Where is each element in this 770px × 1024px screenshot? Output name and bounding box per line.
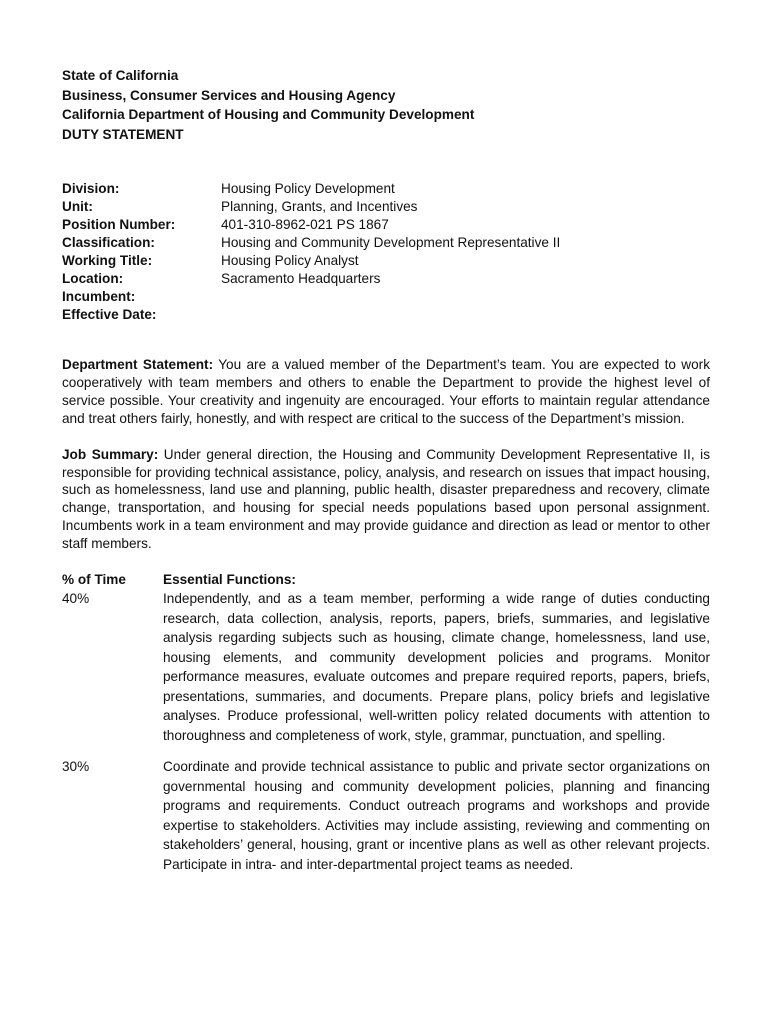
- info-value: [221, 306, 710, 324]
- info-label: Incumbent:: [62, 289, 136, 304]
- document-page: [62, 66, 710, 874]
- info-label: Division:: [62, 181, 120, 196]
- info-label: Effective Date:: [62, 307, 157, 322]
- info-label: Location:: [62, 271, 124, 286]
- info-label: Classification:: [62, 235, 155, 250]
- header-title: DUTY STATEMENT: [62, 126, 184, 142]
- info-value: Planning, Grants, and Incentives: [221, 199, 418, 214]
- document-header: [62, 66, 710, 144]
- info-row-effective-date: [62, 306, 710, 324]
- info-value: Housing Policy Development: [221, 181, 395, 196]
- function-row: [62, 757, 710, 874]
- info-row-location: [62, 270, 710, 288]
- info-row-classification: [62, 234, 710, 252]
- function-description: Independently, and as a team member, performing a wide range of duties conducting research, data collection, analysis, reports, papers, briefs, summaries, and legislative analysis regarding subjects such as housing, climate change, homelessness, land use, housing elements, and community development policies and programs. Monitor performance measures, evaluate outcomes and prepare required reports, papers, briefs, presentations, summaries, and documents. Prepare plans, policy briefs and legislative analyses. Produce professional, well-written policy related documents with attention to thoroughness and completeness of work, style, grammar, punctuation, and spelling.: [163, 591, 710, 743]
- info-label: Position Number:: [62, 217, 176, 232]
- job-summary-label: Job Summary:: [62, 446, 159, 462]
- info-row-position-number: [62, 216, 710, 234]
- department-statement: [62, 356, 710, 428]
- function-percent: 30%: [62, 759, 90, 775]
- info-value: 401-310-8962-021 PS 1867: [221, 217, 389, 232]
- info-value: Housing and Community Development Representative II: [221, 235, 561, 250]
- info-label: Working Title:: [62, 253, 153, 268]
- job-summary-text: Under general direction, the Housing and Community Development Representative II, is responsible for providing technical assistance, policy, analysis, and research on issues that impact housing, such as homelessness, land use and planning, public health, disaster preparedness and recovery, climate change, transportation, and housing for special needs populations based upon personal assignment. Incumbents work in a team environment and may provide guidance and direction as lead or mentor to other staff members.: [62, 446, 710, 552]
- department-statement-text: You are a valued member of the Department’s team. You are expected to work cooperatively with team members and others to enable the Department to provide the highest level of service possible. Your creativity and ingenuity are encouraged. Your efforts to maintain regular attendance and treat others fairly, honestly, and with respect are critical to the success of the Department’s mission.: [62, 357, 710, 426]
- info-value: [221, 288, 710, 306]
- info-row-working-title: [62, 252, 710, 270]
- function-description: Coordinate and provide technical assistance to public and private sector organizations on governmental housing and community development policies, planning and financing programs and requirements. Conduct outreach programs and workshops and provide expertise to stakeholders. Activities may include assisting, reviewing and commenting on stakeholders’ general, housing, grant or incentive plans as well as other relevant projects. Participate in intra- and inter-departmental project teams as needed.: [163, 759, 710, 872]
- info-row-unit: [62, 198, 710, 216]
- col-header-time: % of Time: [62, 572, 126, 588]
- function-percent: 40%: [62, 591, 90, 607]
- job-summary: [62, 446, 710, 553]
- header-state: State of California: [62, 68, 179, 83]
- info-value: Sacramento Headquarters: [221, 271, 381, 286]
- header-department: California Department of Housing and Community Development: [62, 107, 475, 122]
- function-row: [62, 589, 710, 745]
- department-statement-label: Department Statement:: [62, 357, 214, 372]
- info-label: Unit:: [62, 199, 93, 214]
- functions-header-row: [62, 570, 710, 589]
- header-agency: Business, Consumer Services and Housing Agency: [62, 87, 396, 103]
- col-header-functions: Essential Functions:: [163, 572, 296, 588]
- info-row-division: [62, 180, 710, 198]
- info-row-incumbent: [62, 288, 710, 306]
- essential-functions-table: [62, 570, 710, 874]
- position-info-table: [62, 180, 710, 324]
- info-value: Housing Policy Analyst: [221, 253, 359, 268]
